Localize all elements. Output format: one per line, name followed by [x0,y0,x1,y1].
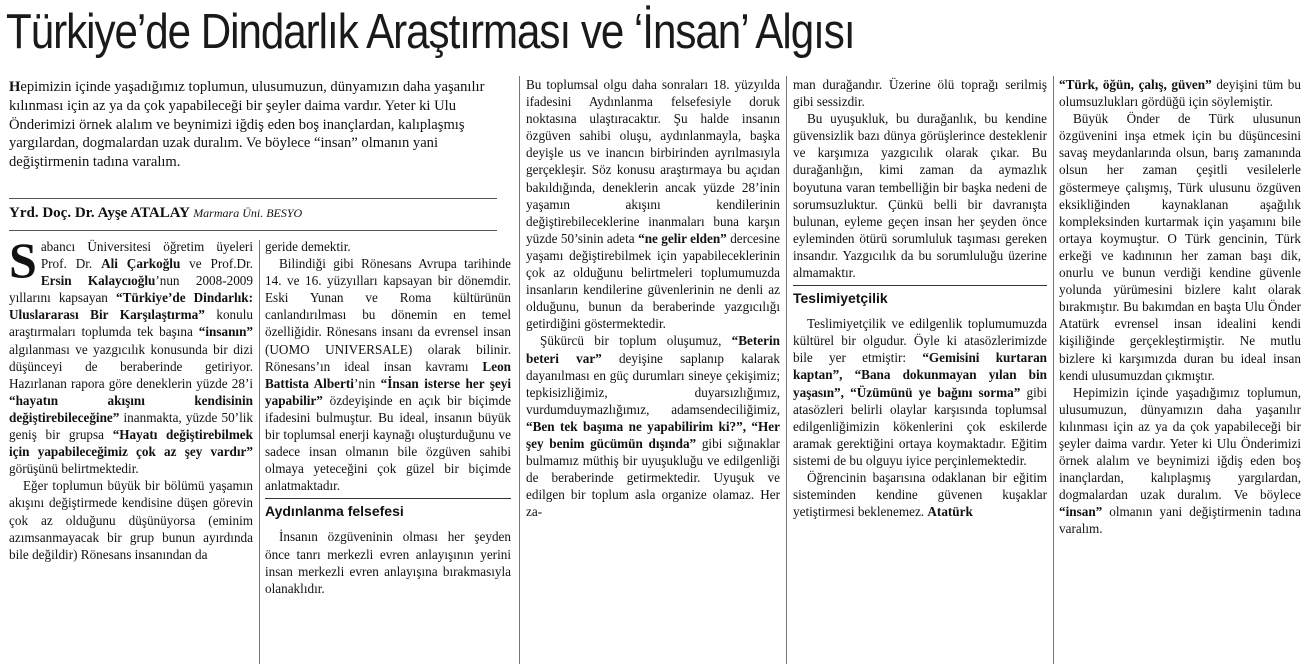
paragraph: Eğer toplumun büyük bir bölümü yaşamın akışını değiştirmede kendisine düşen görevin çok az olduğunu düşünüyorsa (eminim azımsanmayacak bir grup bunun ayırdında bile değildir) Rönesans insanından da [9,478,253,562]
quote: “Beterin beteri var” [526,333,780,366]
text-run: ’nun 2008-2009 yıllarını kapsayan [9,273,253,306]
divider [9,198,497,199]
intro-first-letter: H [9,79,21,95]
quote: “Hayatı değiştirebilmek için yapabileceğimiz çok az şey vardır” [9,427,253,460]
column-rule [1053,76,1054,664]
text-run: Öğrencinin başarısına odaklanan bir eğitim sisteminden kendine güvenen kuşaklar yetiştirmesi beklenemez. [793,469,1047,520]
paragraph [793,315,1047,469]
paragraph: Büyük Önder de Türk ulusunun özgüvenini inşa etmek için bu düşüncesini savaş meydanlarında olsun, barış zamanında olsun her zaman çeşitli vesilelerle göstermeye çalışmış, Türk ulusunu özgüven eksikliğinden kaynaklanan aşağılık kompleksinden kurtarmak için yaşamını bile ortaya koymuştur. O Türk gencinin, Türk erkeği ve kadınının her zaman başı dik, onurlu ve bunun verdiği kendine güvenle yolunda yürümesini bizlere kalıt olarak bırakmıştır. Bu bakımdan en başta Ulu Önder Atatürk evrensel insan idealini kendi kişiliğinde gerçekleştirmiştir. Ne mutlu bizlere ki karşımızda duran bu ideal insan kendi ulusumuzdan çıkmıştır. [1059,111,1301,383]
text-run: özdeyişinde en açık bir biçimde ifadesini bulmuştur. Bu ideal, insanın büyük bir toplumsal enerji kaynağı oluşturduğunu ve sadece insan olmanın bile özgüven sahibi olmaya yeteceğini çok güzel bir biçimde anlatmaktadır. [265,392,511,494]
paragraph [1059,76,1301,110]
paragraph: İnsanın özgüveninin olması her şeyden önce tanrı merkezli evren anlayışının yerini insan merkezli evren anlayışına bırakmasıyla olanaklıdır. [265,529,511,596]
column-4 [793,76,1047,664]
person-name: Ali Çarkoğlu [101,256,181,272]
author-affiliation: Marmara Üni. BESYO [193,206,303,220]
column-5 [1059,76,1301,664]
quote: “insanın” [198,324,253,340]
text-run: inanmakta, yüzde 50’lik geniş bir grupsa [9,409,253,443]
text-run: ’nin [353,375,381,391]
text-run: dercesine yaşamı değiştirebilmek için yapabileceklerinin çok az olduğunu belirtmeleri toplumumuzda insanların kendilerine güvenlerinin ne denli az olduğunu, bunun da beraberinde yazgıcılığı getirdiğini göstermektedir. [526,230,780,332]
column-rule [786,76,787,664]
text-run: Bilindiği gibi Rönesans Avrupa tarihinde 14. ve 16. yüzyılları kapsayan bir dönemdir. Eski Yunan ve Roma kültürünün canlandırılması bu dönemin en temel özelliğidir. Rönesans insanı da evrensel insan (UOMO UNIVERSALE) olarak bilinir. Rönesans’ın ideal insan kavramı [265,256,511,374]
intro-text: epimizin içinde yaşadığımız toplumun, ulusumuzun, dünyamızın daha yaşanılır kılınması için az ya da çok yapabileceği bir şeyler daima vardır. Yeter ki Ulu Önderimizi örnek alalım ve beynimizi iğdiş eden boş inançlardan, kalıplaşmış yargılardan, dogmalardan uzak duralım. Ve böylece “insan” olmanın yani değiştirmenin tadına varalım. [9,79,485,171]
paragraph [1059,384,1301,538]
text-run: Teslimiyetçilik ve edilgenlik toplumumuzda kültürel bir olgudur. Öyle ki atasözlerimizde bile yer etmiştir: [793,316,1047,366]
study-title: “Türkiye’de Dindarlık: Uluslararası Bir Karşılaştırma” [9,290,253,323]
subheading-aydinlanma: Aydınlanma felsefesi [265,498,511,524]
divider [9,230,497,231]
text-run: algılanması ve yazgıcılık konusunda bir dizi düşünceyi de beraberinde getiriyor. Hazırlanan rapora göre deneklerin yüzde 28’i [9,341,253,391]
text-run: gibi sığınaklar bulmamız müthiş bir uyuşukluğu ve edilgenliği de beraberinde getirmektedir. Uyuşuk ve edilgen bir toplum asla organize olamaz. Her za- [526,435,780,520]
text-run: konulu araştırmaları toplumda tek başına [9,307,253,340]
text-run: Bu toplumsal olgu daha sonraları 18. yüzyılda ifadesini Aydınlanma felsefesiyle doruk noktasına ulaştıracaktır. Şu halde insanın özgüven sahibi oluşu, aydınlanmayla, başka deyişle us ve inancın birbirinden ayrılmasıyla gerçekleşir. Söz konusu araştırmaya bu açıdan bakıldığında, deneklerin ancak yüzde 28’inin yaşamın akışını kendilerinin değiştirebileceklerine inanmaları buna karşın yüzde 50’sinin adeta [526,77,780,246]
quote: “İnsan isterse her şeyi yapabilir” [265,375,511,408]
column-1 [9,238,253,664]
column-2 [265,238,511,664]
intro-paragraph [9,78,497,172]
headline: Türkiye’de Dindarlık Araştırması ve ‘İnsan’ Algısı [6,5,855,59]
subheading-teslimiyetcilik: Teslimiyetçilik [793,285,1047,311]
text-run: abancı Üniversitesi öğretim üyeleri Prof. Dr. [40,239,253,272]
quote: “Gemisini kurtaran kaptan”, “Bana dokunmayan yılan bin yaşasın”, “Üzümünü ye bağını sorma” [793,350,1047,400]
quote: “hayatın akışını kendisinin değiştirebileceğine” [9,392,253,425]
paragraph [526,76,780,332]
text-run: deyişini tüm bu olumsuzlukları gördüğü için söylemiştir. [1059,77,1301,110]
column-rule [519,76,520,664]
author-name: Yrd. Doç. Dr. Ayşe ATALAY [9,205,190,221]
paragraph [793,469,1047,520]
text-run: Hepimizin içinde yaşadığımız toplumun, ulusumuzun, dünyamızın daha yaşanılır kılınması için az ya da çok yapabileceği bir şeyler daima vardır. Yeter ki Ulu Önderimizi örnek alalım ve beynimizi iğdiş eden boş inançlardan, kalıplaşmış yargılardan, dogmalardan uzak duralım. Ve böylece [1059,384,1301,503]
quote: “Türk, öğün, çalış, güven” [1059,77,1212,92]
person-name: Leon Battista Alberti [265,358,511,391]
text-run: gibi atasözleri belirli olaylar karşısında toplumsal edilgenliğimizin kökenlerini çok eskilerde aramak gerektiğini ortaya koymaktadır. Eğitim sistemi de bu olguyu iyice perçinlemektedir. [793,384,1047,468]
column-3 [526,76,780,664]
text-run: olmanın yani değiştirmenin tadına varalım. [1059,504,1301,537]
paragraph [526,332,780,520]
byline [9,205,497,222]
text-run: deyişine saplanıp kalarak dayanılması en güç durumları sineye çekişimiz; tepkisizliğimiz, duyarsızlığımız, vurdumduymazlığımız, adamsendeciliğimiz, [526,350,780,417]
paragraph: geride demektir. [265,239,351,254]
quote: “ne gelir elden” [638,230,727,246]
quote: “Ben tek başıma ne yapabilirim ki?”, “Her şey benim gücümün dışında” [526,418,780,451]
paragraph [265,255,511,494]
column-rule [259,240,260,664]
text-run: Şükürcü bir toplum oluşumuz, [540,333,732,349]
text-run: ve Prof.Dr. [180,256,253,272]
person-name: Ersin Kalaycıoğlu [40,273,156,289]
paragraph: Bu uyuşukluk, bu durağanlık, bu kendine güvensizlik bazı dünya görüşlerince desteklenir ve karşımıza yazgıcılık olarak çıkar. Bu durağanlığın, kimi zaman da aymazlık boyutuna varan tembelliğin bir başka nedeni de sorumsuzluktur. Çünkü belli bir davranışta bulunan, eyleme geçen insan her şeyden önce eyleminden ötürü sorumluluk taşıması gereken insandır. Yazgıcılık da bu sorumluluğu üzerine almamaktır. [793,111,1047,281]
quote: “insan” [1059,504,1103,520]
text-run: görüşünü belirtmektedir. [9,461,139,477]
drop-cap: S [9,238,37,288]
paragraph [9,238,253,477]
person-name: Atatürk [927,504,973,520]
paragraph: man durağandır. Üzerine ölü toprağı serilmiş gibi sessizdir. [793,77,1047,110]
